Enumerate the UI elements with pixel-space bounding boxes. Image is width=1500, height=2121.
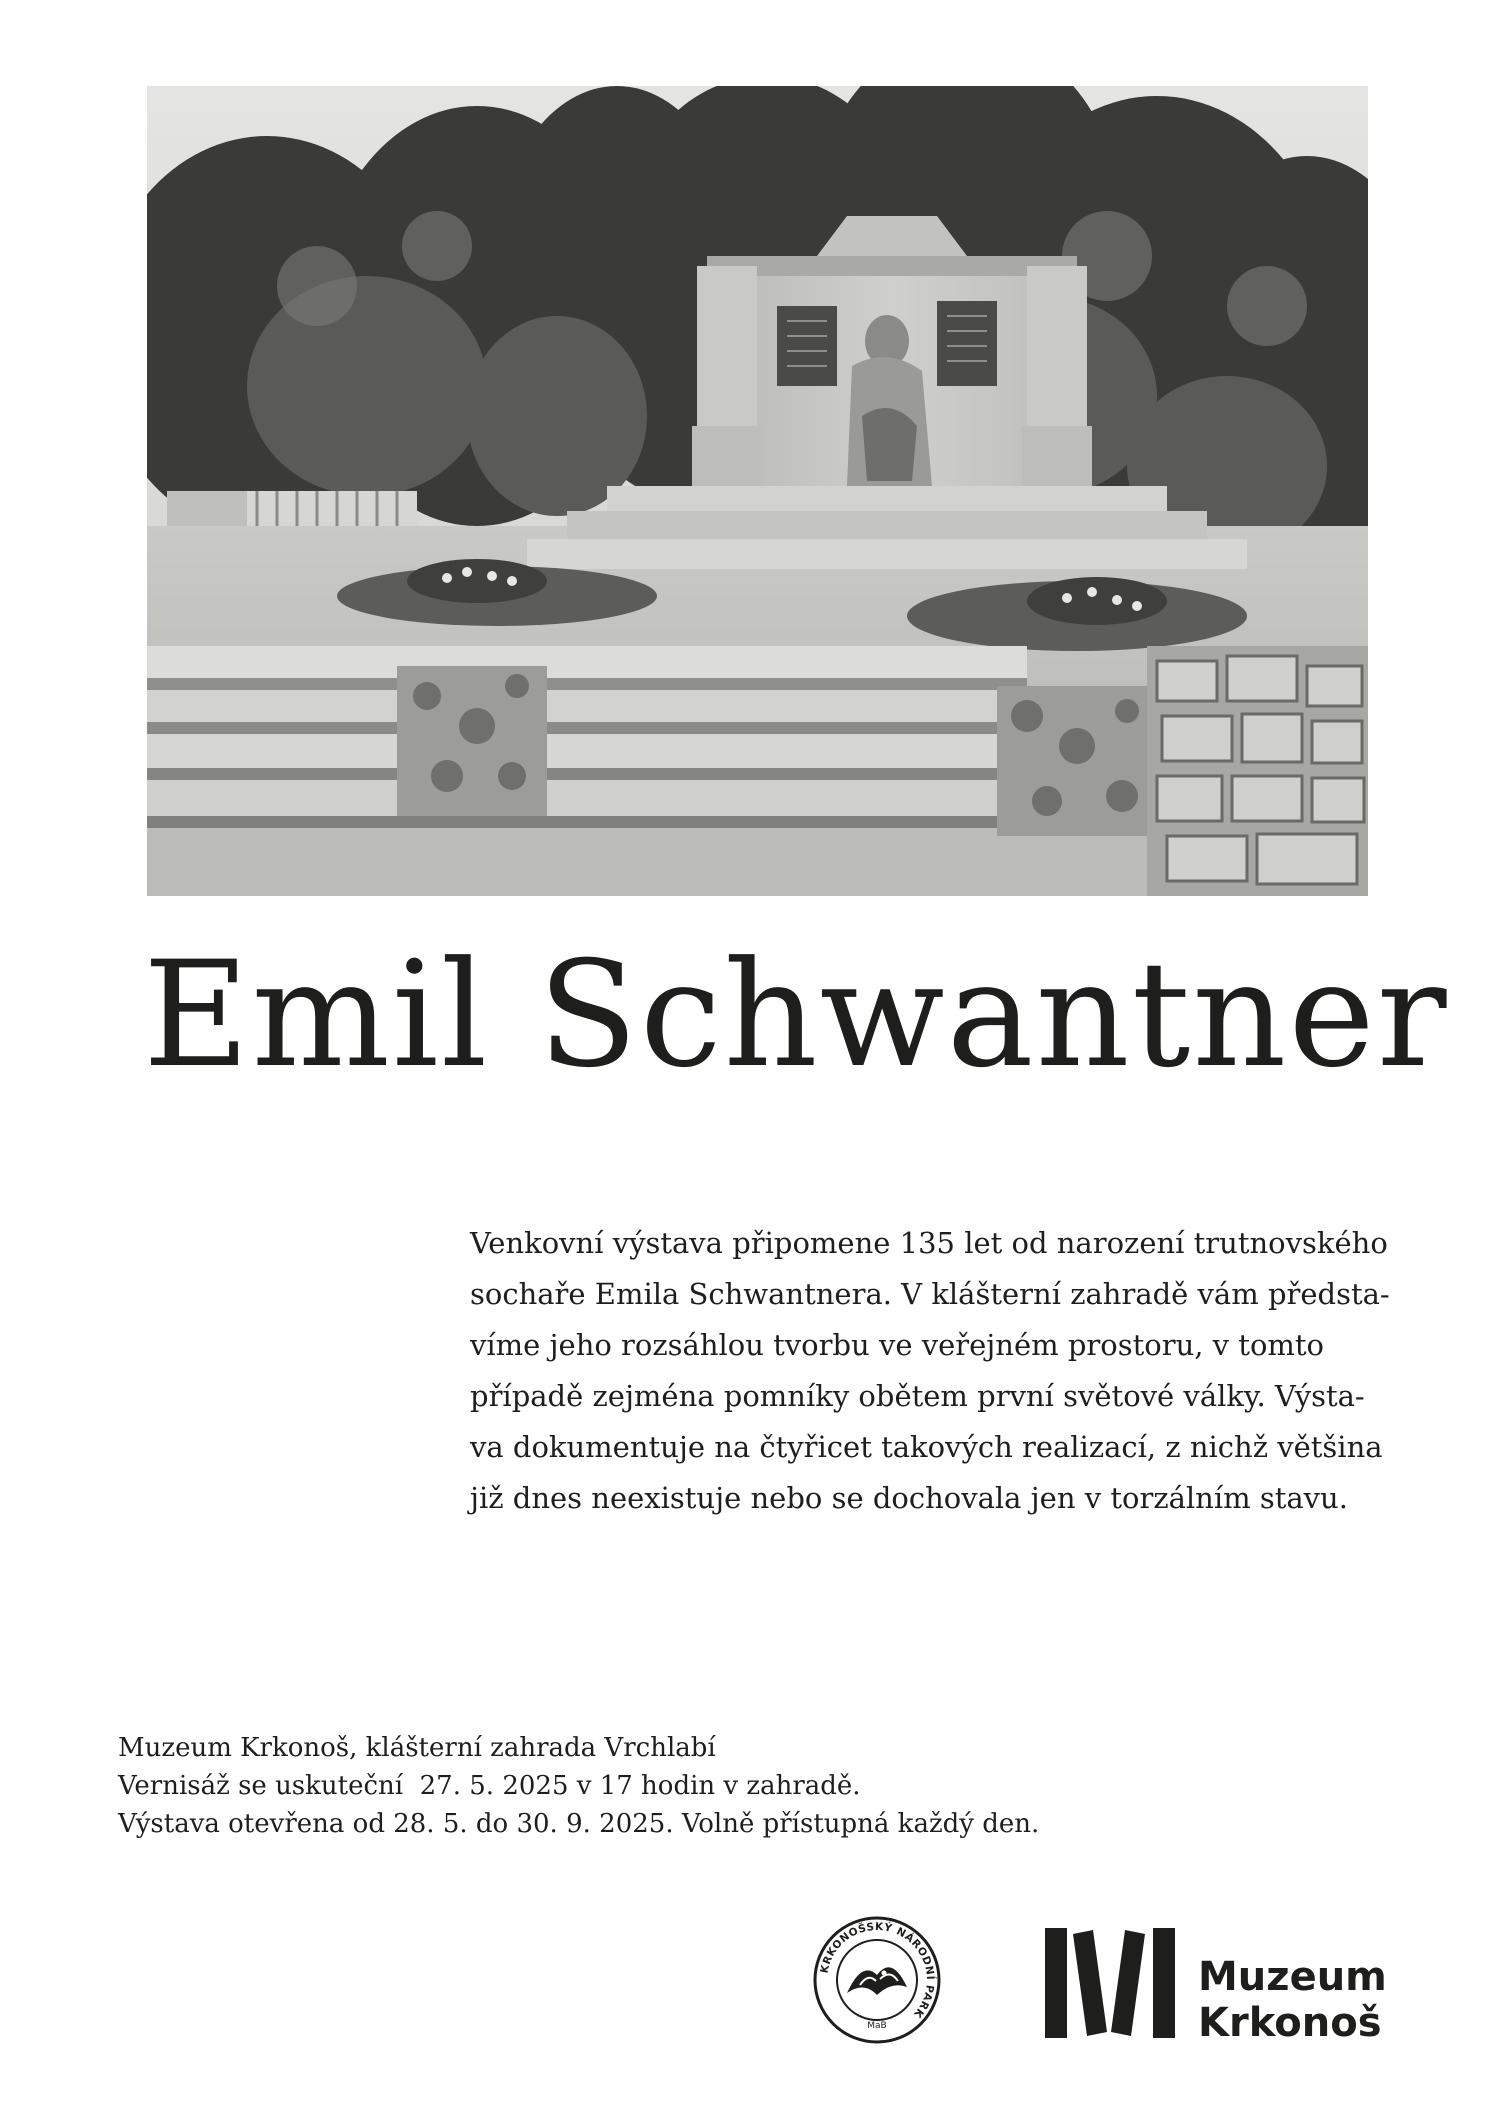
description-line: případě zejména pomníky obětem první světové války. Výsta- [470, 1379, 1365, 1413]
memorial-photo-image [147, 86, 1368, 896]
description-line: již dnes neexistuje nebo se dochovala jen v torzálním stavu. [470, 1481, 1348, 1515]
exhibition-description [470, 1218, 1390, 1524]
venue-line: Muzeum Krkonoš, klášterní zahrada Vrchlabí [118, 1733, 716, 1763]
description-line: Venkovní výstava připomene 135 let od narození trutnovského [470, 1226, 1388, 1260]
event-info [118, 1729, 1118, 1843]
opening-line: Vernisáž se uskuteční 27. 5. 2025 v 17 hodin v zahradě. [118, 1771, 861, 1801]
memorial-photo [147, 86, 1368, 896]
wordmark-line-1: Muzeum [1198, 1954, 1387, 2000]
description-line: sochaře Emila Schwantnera. V klášterní zahradě vám předsta- [470, 1277, 1390, 1311]
dates-line: Výstava otevřena od 28. 5. do 30. 9. 2025. Volně přístupná každý den. [118, 1809, 1040, 1839]
krkonossky-narodni-park-logo [812, 1915, 942, 2045]
description-line: va dokumentuje na čtyřicet takových realizací, z nichž většina [470, 1430, 1383, 1464]
knp-mab-text: MaB [867, 2021, 887, 2031]
description-line: víme jeho rozsáhlou tvorbu ve veřejném prostoru, v tomto [470, 1328, 1325, 1362]
muzeum-krkonos-logo-mark [1045, 1928, 1175, 2038]
wordmark-line-2: Krkonoš [1198, 2000, 1382, 2046]
exhibition-title: Emil Schwantner [143, 930, 1449, 1100]
knp-ring-text: KRKONOŠSKÝ NÁRODNÍ PARK [818, 1920, 937, 2021]
muzeum-krkonos-wordmark [1198, 1954, 1387, 2046]
